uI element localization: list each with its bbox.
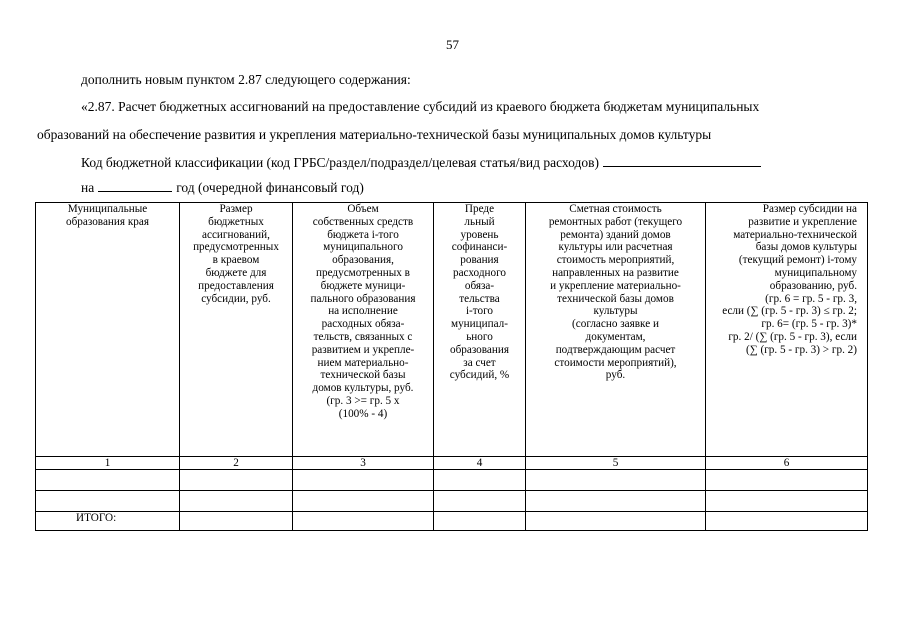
table-cell[interactable]: [434, 512, 526, 531]
column-number: 1: [36, 457, 180, 470]
header-col-5: Сметная стоимость ремонтных работ (текущего ремонта) зданий домов культуры или расчетная стоимость мероприятий, направленных на развитие и укрепление материально- технической базы домов культуры (согласно заявке и документам, подтверждающим расчет стоимости мероприятий), руб.: [526, 203, 706, 457]
table-cell[interactable]: [180, 470, 293, 491]
table-cell[interactable]: [293, 491, 434, 512]
column-number: 5: [526, 457, 706, 470]
column-numbers-row: [36, 457, 868, 470]
table-cell[interactable]: [526, 470, 706, 491]
subsidy-calculation-table: [35, 202, 868, 531]
year-suffix: год (очередной финансовый год): [176, 180, 364, 195]
year-line: [81, 179, 364, 196]
paragraph-line-1: «2.87. Расчет бюджетных ассигнований на предоставление субсидий из краевого бюджета бюджетам муниципальных: [81, 99, 760, 114]
table-cell[interactable]: [526, 512, 706, 531]
table-cell[interactable]: [293, 470, 434, 491]
table-cell[interactable]: [706, 470, 868, 491]
table-cell[interactable]: [526, 491, 706, 512]
paragraph-line-2: образований на обеспечение развития и укрепления материально-технической базы муниципальных домов культуры: [37, 127, 712, 142]
total-label: ИТОГО:: [36, 512, 180, 531]
table-cell[interactable]: [434, 491, 526, 512]
total-row: [36, 512, 868, 531]
column-number: 4: [434, 457, 526, 470]
table-cell[interactable]: [36, 470, 180, 491]
table-cell[interactable]: [434, 470, 526, 491]
table-cell[interactable]: [180, 491, 293, 512]
header-col-4: Преде льный уровень софинанси- рования расходного обяза- тельства i-того муниципал- ьного образования за счет субсидий, %: [434, 203, 526, 457]
table-cell[interactable]: [293, 512, 434, 531]
header-col-2: Размер бюджетных ассигнований, предусмотренных в краевом бюджете для предоставления субсидии, руб.: [180, 203, 293, 457]
classification-code-blank[interactable]: [603, 154, 761, 167]
table-cell[interactable]: [36, 491, 180, 512]
column-number: 3: [293, 457, 434, 470]
classification-label: Код бюджетной классификации (код ГРБС/раздел/подраздел/целевая статья/вид расходов): [81, 155, 599, 170]
table-header-row: [36, 203, 868, 457]
year-prefix: на: [81, 180, 95, 195]
header-col-1: Муниципальные образования края: [36, 203, 180, 457]
table-cell[interactable]: [706, 491, 868, 512]
header-col-6: Размер субсидии на развитие и укрепление материально-технической базы домов культуры (текущий ремонт) i-тому муниципальному образованию, руб. (гр. 6 = гр. 5 - гр. 3, если (∑ (гр. 5 - гр. 3) ≤ гр. 2; гр. 6= (гр. 5 - гр. 3)* гр. 2/ (∑ (гр. 5 - гр. 3), если (∑ (гр. 5 - гр. 3) > гр. 2): [706, 203, 868, 457]
table-row: [36, 470, 868, 491]
column-number: 6: [706, 457, 868, 470]
year-blank[interactable]: [98, 179, 172, 192]
table-row: [36, 491, 868, 512]
intro-line: дополнить новым пунктом 2.87 следующего содержания:: [81, 72, 411, 87]
table-cell[interactable]: [180, 512, 293, 531]
column-number: 2: [180, 457, 293, 470]
page-number: 57: [446, 37, 459, 52]
table-cell[interactable]: [706, 512, 868, 531]
classification-code-line: [81, 154, 761, 171]
header-col-3: Объем собственных средств бюджета i-того муниципального образования, предусмотренных в бюджете муници- пального образования на исполнение расходных обяза- тельств, связанных с развитием и укрепле- нием материально- технической базы домов культуры, руб. (гр. 3 >= гр. 5 х (100% - 4): [293, 203, 434, 457]
